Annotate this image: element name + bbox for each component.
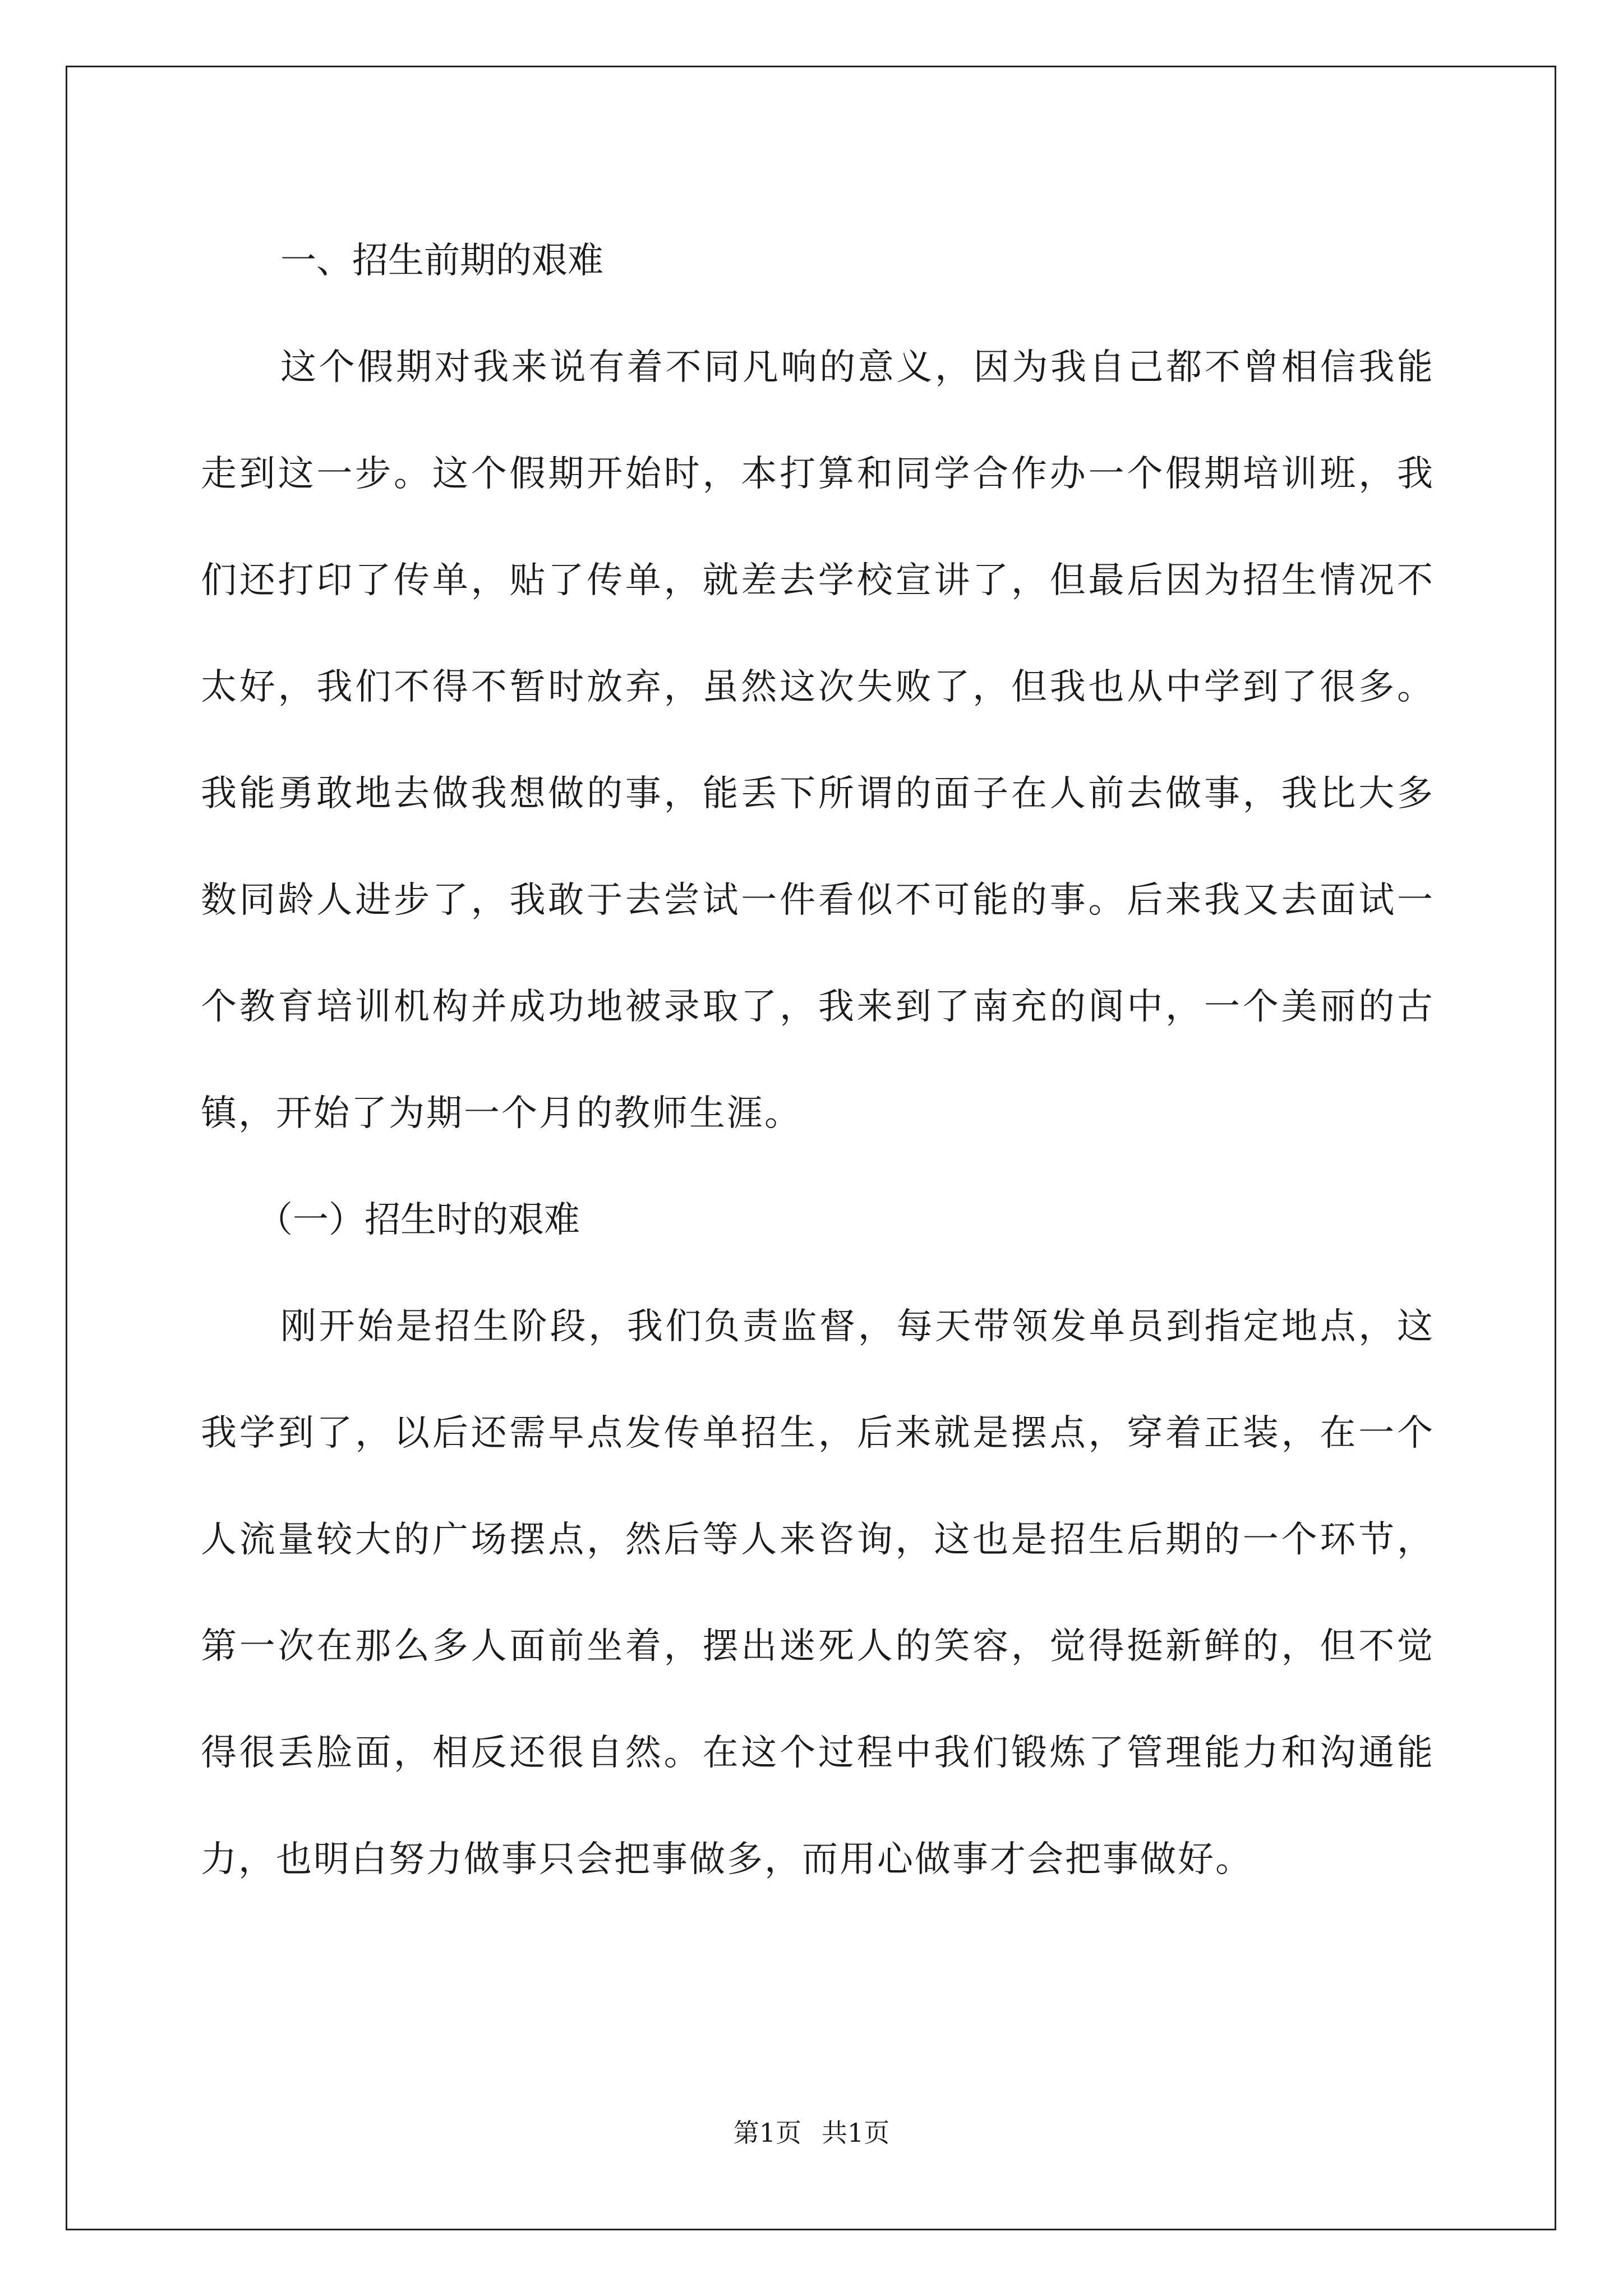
page-footer — [0, 2113, 1623, 2150]
document-body — [201, 208, 1435, 1913]
paragraph-1: 这个假期对我来说有着不同凡响的意义，因为我自己都不曾相信我能走到这一步。这个假期开始时，本打算和同学合作办一个假期培训班，我们还打印了传单，贴了传单，就差去学校宣讲了，但最后因为招生情况不太好，我们不得不暂时放弃，虽然这次失败了，但我也从中学到了很多。我能勇敢地去做我想做的事，能丢下所谓的面子在人前去做事，我比大多数同龄人进步了，我敢于去尝试一件看似不可能的事。后来我又去面试一个教育培训机构并成功地被录取了，我来到了南充的阆中，一个美丽的古镇，开始了为期一个月的教师生涯。 — [201, 347, 1435, 1134]
subsection-title: （一）招生时的艰难 — [257, 1199, 580, 1241]
page-total: 共1页 — [822, 2118, 890, 2148]
page-number: 第1页 — [733, 2118, 801, 2148]
section-title: 一、招生前期的艰难 — [280, 240, 603, 282]
paragraph-2: 刚开始是招生阶段，我们负责监督，每天带领发单员到指定地点，这我学到了，以后还需早点发传单招生，后来就是摆点，穿着正装，在一个人流量较大的广场摆点，然后等人来咨询，这也是招生后期的一个环节，第一次在那么多人面前坐着，摆出迷死人的笑容，觉得挺新鲜的，但不觉得很丢脸面，相反还很自然。在这个过程中我们锻炼了管理能力和沟通能力，也明白努力做事只会把事做多，而用心做事才会把事做好。 — [201, 1306, 1435, 1880]
